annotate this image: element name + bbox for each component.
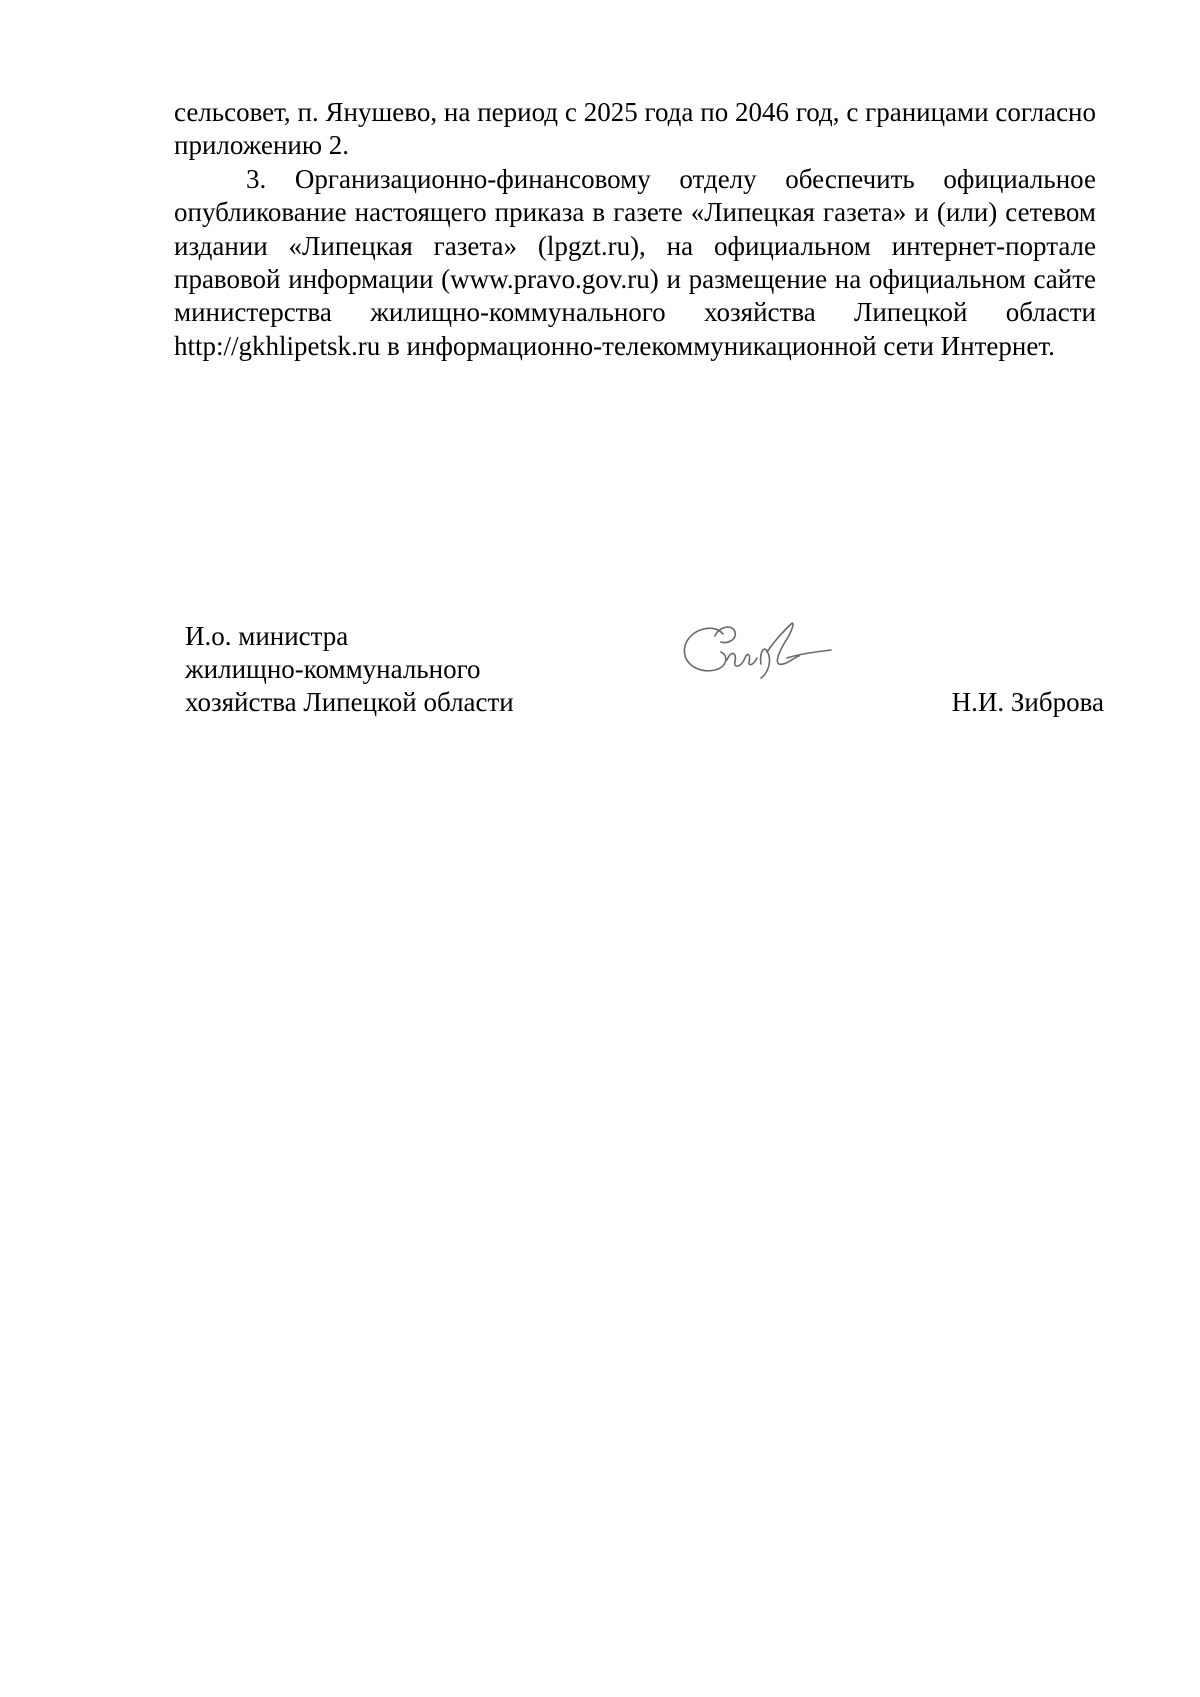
signatory-name: Н.И. Зиброва <box>951 687 1104 717</box>
position-line-2: жилищно-коммунального <box>185 654 481 684</box>
document-body <box>174 96 1096 363</box>
position-line-1: И.о. министра <box>185 621 349 651</box>
paragraph-continuation: сельсовет, п. Янушево, на период с 2025 года по 2046 год, с границами согласно приложению 2. <box>174 97 1096 161</box>
handwritten-signature-icon <box>675 612 835 692</box>
signatory-position <box>185 620 514 719</box>
paragraph-item-3: 3. Организационно-финансовому отделу обеспечить официальное опубликование настоящего приказа в газете «Липецкая газета» и (или) сетевом издании «Липецкая газета» (lpgzt.ru), на официальном интернет-портале правовой информации (www.pravo.gov.ru) и размещение на официальном сайте министерства жилищно-коммунального хозяйства Липецкой области http://gkhlipetsk.ru в информационно-телекоммуникационной сети Интернет. <box>174 163 1096 361</box>
position-line-3: хозяйства Липецкой области <box>185 687 514 717</box>
